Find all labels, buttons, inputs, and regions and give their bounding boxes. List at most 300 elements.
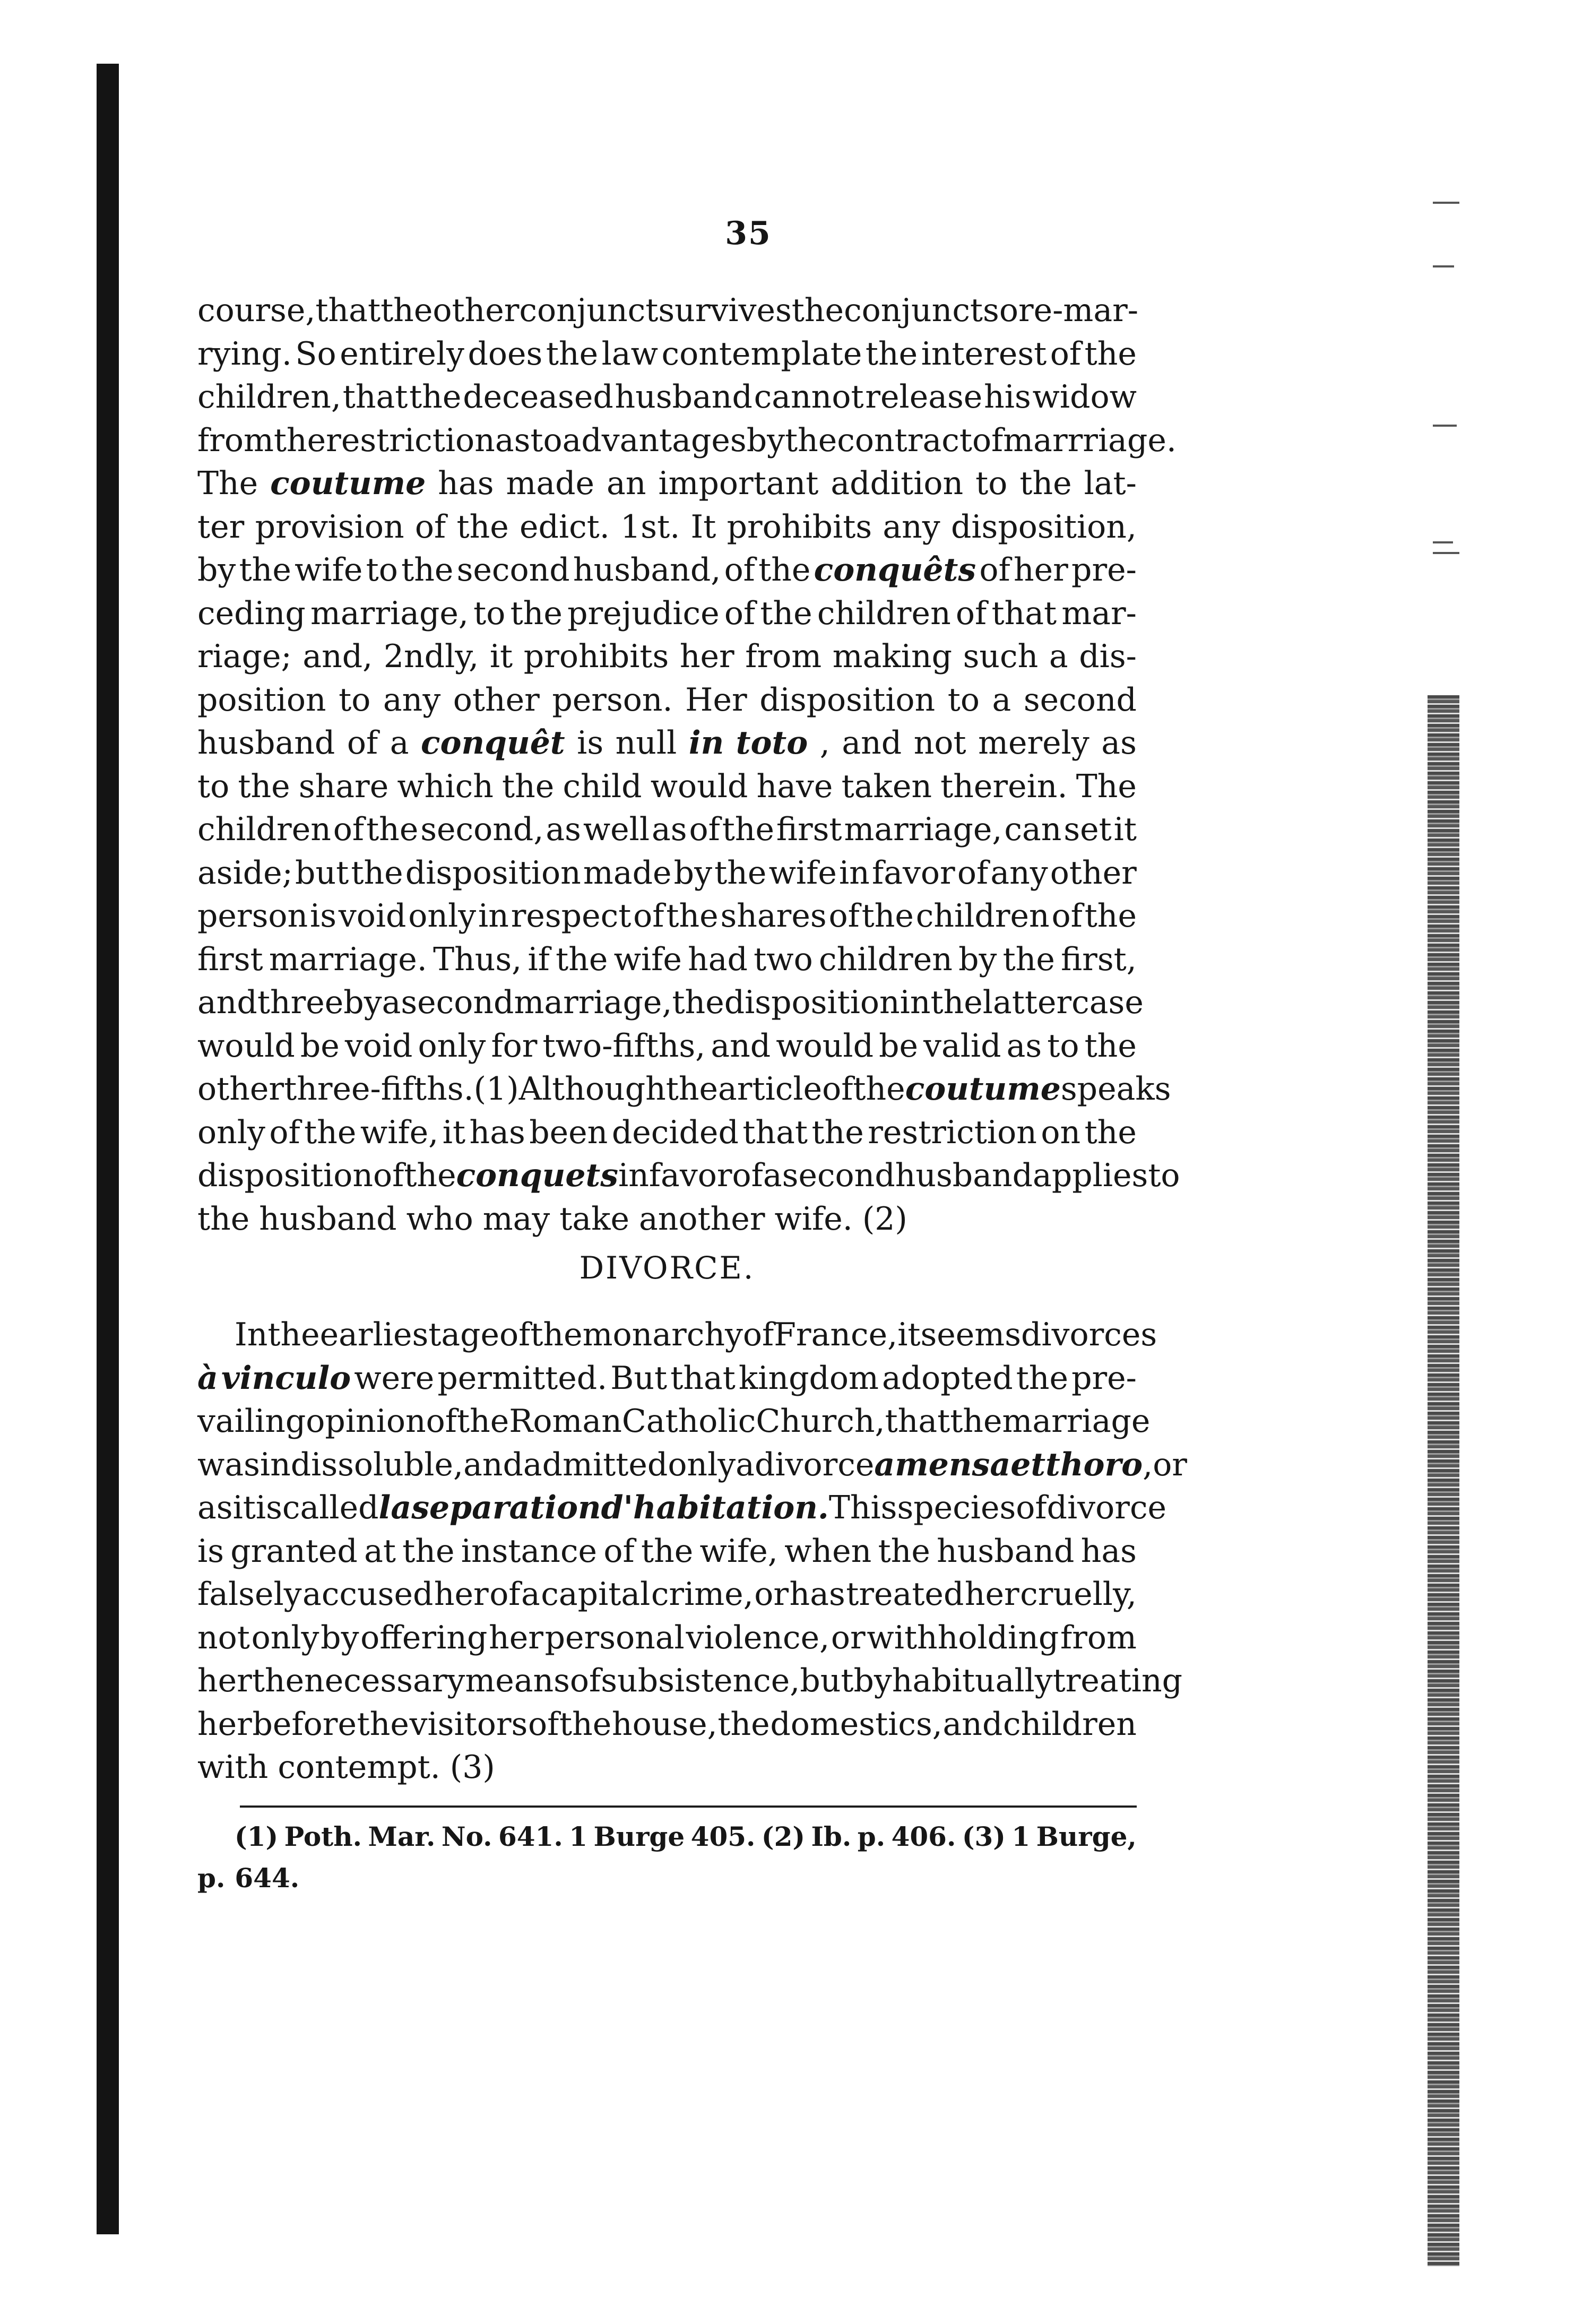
text-line [197, 808, 1137, 852]
text-line [197, 722, 1137, 765]
text-line [197, 1660, 1183, 1703]
word: earliest [319, 1316, 442, 1353]
footnote-rule [240, 1805, 1137, 1808]
word: (3) [962, 1821, 1006, 1852]
word: important [658, 465, 819, 502]
text-line [197, 981, 1144, 1025]
word: adopted [881, 1359, 1013, 1397]
word: Catholic [621, 1403, 756, 1440]
word: the [1084, 897, 1137, 935]
word: the [641, 1532, 694, 1570]
word: the [556, 940, 608, 978]
word: treating [1052, 1662, 1183, 1699]
word: to [975, 465, 1008, 502]
word: law [601, 335, 658, 373]
word: accused [302, 1576, 434, 1613]
word: of [489, 1576, 521, 1613]
word: marriage, [844, 811, 1002, 848]
word: conquets [456, 1157, 618, 1194]
word: as [651, 811, 687, 848]
word: may [482, 1200, 550, 1238]
word: opinion [306, 1403, 426, 1440]
word: at [364, 1532, 396, 1570]
word: from [745, 638, 822, 675]
word: granted [230, 1532, 358, 1570]
word: conjunct [519, 292, 659, 329]
word: , [1143, 1446, 1153, 1483]
word: of [603, 1532, 635, 1570]
word: but [800, 1662, 854, 1699]
word: marriage [1002, 1403, 1151, 1440]
text-line [197, 938, 1137, 982]
word: the [304, 1113, 357, 1151]
word: the [758, 551, 811, 589]
word: a [763, 1157, 782, 1194]
word: would [197, 1027, 295, 1065]
word: pre- [1071, 1359, 1137, 1397]
word: or [831, 1619, 866, 1656]
word: It [690, 508, 716, 546]
word: falsely [197, 1576, 302, 1613]
word: of [1051, 897, 1083, 935]
word: re-mar- [1018, 292, 1139, 329]
word: 1 [1011, 1821, 1031, 1852]
word: taken [841, 767, 932, 805]
word: children [197, 811, 331, 848]
word: it [442, 1113, 466, 1151]
word: Thus, [433, 940, 522, 978]
word: la [378, 1489, 412, 1526]
word: her [964, 1576, 1019, 1613]
word: treated [846, 1576, 964, 1613]
word: of [828, 897, 860, 935]
word: pre- [1071, 551, 1137, 589]
word: the [760, 594, 812, 632]
word: indissoluble, [260, 1446, 464, 1483]
word: Although [518, 1070, 666, 1108]
word: that [742, 1113, 808, 1151]
word: (1) [235, 1821, 279, 1852]
word: of [822, 1070, 853, 1108]
page-number: 35 [725, 215, 772, 252]
word: 644. [235, 1862, 300, 1894]
word: restriction [868, 1113, 1037, 1151]
word: Burge, [1036, 1821, 1137, 1852]
word: valid [923, 1027, 1001, 1065]
word: the [530, 1316, 583, 1353]
word: the [1019, 465, 1072, 502]
word: the [878, 1532, 930, 1570]
word: the [238, 767, 290, 805]
word: that [670, 1359, 736, 1397]
word: of [1016, 1489, 1047, 1526]
word: crime, [651, 1576, 754, 1613]
word: So [295, 335, 336, 373]
word: from [1060, 1619, 1137, 1656]
word: of [724, 551, 755, 589]
word: of [689, 811, 720, 848]
word: p. [857, 1821, 886, 1852]
word: wife. [774, 1200, 853, 1238]
word: (1) [473, 1070, 519, 1108]
word: the [666, 897, 719, 935]
word: to [366, 551, 398, 589]
word: the [811, 1113, 864, 1151]
word: disposition, [950, 508, 1137, 546]
word: for [491, 1027, 538, 1065]
text-line [197, 462, 1137, 506]
word: aside; [197, 854, 293, 892]
word: Burge [593, 1821, 685, 1852]
word: other [453, 681, 540, 719]
word: marrriage. [1003, 421, 1177, 459]
word: of [972, 421, 1004, 459]
word: the [791, 292, 844, 329]
word: disposition [197, 1157, 373, 1194]
word: the [366, 811, 419, 848]
word: not [913, 724, 966, 762]
text-line [197, 852, 1137, 895]
word: seems [920, 1316, 1021, 1353]
word: of [979, 551, 1010, 589]
word: when [784, 1532, 872, 1570]
word: a [992, 681, 1011, 719]
word: 1st. [620, 508, 680, 546]
word: the [510, 594, 563, 632]
word: edict. [519, 508, 610, 546]
word: vinculo [221, 1359, 351, 1397]
word: the [380, 292, 433, 329]
word: the [402, 1532, 455, 1570]
word: husband, [573, 551, 721, 589]
word: other [1050, 854, 1137, 892]
word: which [397, 767, 494, 805]
word: the [722, 811, 774, 848]
footnote-line [197, 1858, 1137, 1899]
word: husband [259, 1200, 397, 1238]
word: the [930, 984, 983, 1021]
word: to [339, 681, 371, 719]
word: the [252, 1662, 305, 1699]
word: is [255, 1489, 282, 1526]
word: d'habitation. [601, 1489, 829, 1526]
word: Roman [509, 1403, 622, 1440]
word: 1 [569, 1821, 587, 1852]
word: of [426, 1403, 457, 1440]
word: conquêts [814, 551, 976, 589]
text-line [197, 1530, 1137, 1574]
word: is [310, 897, 336, 935]
section-heading: DIVORCE. [579, 1250, 755, 1286]
word: lat- [1084, 465, 1137, 502]
word: cannot [754, 378, 864, 416]
word: husband [615, 378, 753, 416]
word: her [434, 1576, 489, 1613]
footnote-line [197, 1816, 1137, 1858]
word: the [1084, 335, 1137, 373]
text-line [197, 376, 1137, 419]
word: the [865, 335, 918, 373]
word: the [672, 984, 724, 1021]
word: the [267, 1316, 320, 1353]
word: an [607, 465, 646, 502]
word: be [879, 1027, 918, 1065]
word: of [742, 1316, 774, 1353]
word: dis- [1079, 638, 1137, 675]
word: two-fifths, [542, 1027, 706, 1065]
word: vailing [197, 1403, 306, 1440]
word: (3) [449, 1749, 495, 1786]
text-line [197, 1314, 1157, 1357]
scan-binding-shadow [97, 64, 119, 2234]
word: two [754, 940, 813, 978]
word: the [853, 1070, 905, 1108]
word: the [502, 767, 555, 805]
word: other [433, 292, 520, 329]
word: disposition [405, 854, 581, 892]
word: release [865, 378, 983, 416]
word: of [269, 1113, 300, 1151]
word: p. [197, 1862, 226, 1894]
word: 405. [690, 1821, 756, 1852]
word: No. [441, 1821, 492, 1852]
word: a [874, 1446, 895, 1483]
word: it [489, 638, 513, 675]
word: can [1004, 811, 1062, 848]
word: therein. [940, 767, 1068, 805]
word: from [197, 421, 274, 459]
word: her [197, 1662, 252, 1699]
word: addition [831, 465, 964, 502]
word: toto [736, 724, 808, 762]
word: wife [295, 551, 363, 589]
word: share [298, 767, 389, 805]
word: that [315, 292, 381, 329]
word: first, [1061, 940, 1137, 978]
word: ter [197, 508, 245, 546]
word: that [342, 378, 408, 416]
word: decided [611, 1113, 739, 1151]
word: of [732, 1157, 763, 1194]
word: the [1016, 1359, 1069, 1397]
word: This [828, 1489, 897, 1526]
word: in [478, 897, 509, 935]
word: 2ndly, [383, 638, 479, 675]
word: the [456, 1403, 509, 1440]
word: violence, [686, 1619, 830, 1656]
word: favor [648, 1157, 732, 1194]
word: a [382, 984, 401, 1021]
word: of [724, 594, 756, 632]
word: applies [1033, 1157, 1148, 1194]
word: interest [921, 335, 1047, 373]
word: kingdom [738, 1359, 879, 1397]
word: the [1084, 1113, 1137, 1151]
word: mensa [895, 1446, 1011, 1483]
word: children [817, 594, 951, 632]
scan-edge-marks [1433, 202, 1465, 626]
word: position [197, 681, 326, 719]
word: it [1113, 811, 1137, 848]
word: that [885, 1403, 950, 1440]
word: respect [511, 897, 632, 935]
word: person. [552, 681, 673, 719]
word: called [282, 1489, 379, 1526]
word: of [347, 724, 378, 762]
word: would [650, 767, 748, 805]
text-line [197, 1703, 1137, 1747]
word: set [1063, 811, 1112, 848]
word: Poth. [284, 1821, 362, 1852]
word: the [717, 1705, 770, 1743]
word: deceased [463, 378, 613, 416]
word: contract [837, 421, 972, 459]
text-line [197, 1068, 1171, 1111]
word: by [197, 551, 236, 589]
word: and [711, 1027, 771, 1065]
text-line [197, 1617, 1137, 1660]
word: à [197, 1359, 218, 1397]
word: a [736, 1446, 755, 1483]
footnotes [197, 1816, 1137, 1899]
word: entirely [340, 335, 464, 373]
word: The [197, 465, 258, 502]
word: second [782, 1157, 895, 1194]
text-line [197, 1025, 1137, 1068]
word: were [354, 1359, 435, 1397]
text-line [197, 1487, 1167, 1530]
word: three [257, 984, 344, 1021]
paragraph-marriage-restrictions [197, 289, 1180, 1241]
word: is [577, 724, 604, 762]
word: case [1071, 984, 1144, 1021]
text-line [197, 1111, 1137, 1155]
word: but [295, 854, 349, 892]
word: by [746, 421, 785, 459]
word: of [955, 594, 987, 632]
text-line [197, 895, 1137, 938]
word: in [688, 724, 724, 762]
word: restriction [326, 421, 495, 459]
word: instance [461, 1532, 598, 1570]
word: to [1148, 1157, 1180, 1194]
word: has [789, 1576, 845, 1613]
word: is [197, 1532, 224, 1570]
word: second [456, 551, 570, 589]
word: to [197, 767, 230, 805]
word: But [610, 1359, 668, 1397]
word: another [639, 1200, 765, 1238]
word: divorce [754, 1446, 875, 1483]
text-line [197, 1400, 1151, 1444]
word: merely [978, 724, 1089, 762]
word: cruelly, [1020, 1576, 1137, 1613]
word: husband [937, 1532, 1075, 1570]
word: of [333, 811, 365, 848]
word: Mar. [368, 1821, 436, 1852]
word: other [197, 1070, 284, 1108]
word: to [1047, 1027, 1079, 1065]
word: habitually [892, 1662, 1053, 1699]
word: only [418, 1027, 486, 1065]
word: only [408, 897, 477, 935]
word: on [1041, 1113, 1081, 1151]
word: capital [541, 1576, 651, 1613]
word: first [776, 811, 842, 848]
word: survives [658, 292, 792, 329]
word: favor [871, 854, 955, 892]
word: divorces [1021, 1316, 1157, 1353]
word: second, [420, 811, 544, 848]
word: any [883, 508, 940, 546]
word: with [197, 1749, 269, 1786]
word: was [197, 1446, 260, 1483]
word: had [688, 940, 748, 978]
word: been [529, 1113, 608, 1151]
word: as [546, 811, 581, 848]
word: and [842, 724, 902, 762]
word: withholding [867, 1619, 1059, 1656]
word: in [900, 984, 931, 1021]
word: ceding [197, 594, 306, 632]
word: wife, [699, 1532, 778, 1570]
word: advantages [562, 421, 747, 459]
word: house, [611, 1705, 717, 1743]
word: have [756, 767, 833, 805]
word: of [499, 1316, 531, 1353]
word: conjunct [844, 292, 983, 329]
word: so [983, 292, 1018, 329]
word: to [473, 594, 506, 632]
word: riage; [197, 638, 292, 675]
word: thoro [1045, 1446, 1143, 1483]
word: first [197, 940, 263, 978]
word: in [618, 1157, 649, 1194]
word: making [832, 638, 953, 675]
word: prohibits [727, 508, 872, 546]
word: children [819, 940, 953, 978]
word: marriage, [310, 594, 469, 632]
word: if [527, 940, 550, 978]
word: speaks [1060, 1070, 1171, 1108]
word: void [344, 1027, 413, 1065]
word: it [897, 1316, 921, 1353]
word: the [273, 421, 326, 459]
word: the [950, 1403, 1002, 1440]
text-line [197, 419, 1177, 463]
word: take [559, 1200, 630, 1238]
word: would [776, 1027, 874, 1065]
word: widow [1032, 378, 1137, 416]
word: course, [197, 292, 316, 329]
text-line [197, 679, 1137, 722]
word: provision [255, 508, 404, 546]
word: and [197, 984, 257, 1021]
word: does [468, 335, 543, 373]
word: marriage, [514, 984, 672, 1021]
word: the [239, 551, 291, 589]
word: to [947, 681, 980, 719]
word: of [373, 1157, 404, 1194]
word: shares [720, 897, 827, 935]
word: admitted [523, 1446, 668, 1483]
word: by [853, 1662, 892, 1699]
word: the [401, 551, 454, 589]
word: has [1080, 1532, 1137, 1570]
text-line [197, 289, 1137, 333]
word: Ib. [811, 1821, 852, 1852]
word: visitors [409, 1705, 528, 1743]
